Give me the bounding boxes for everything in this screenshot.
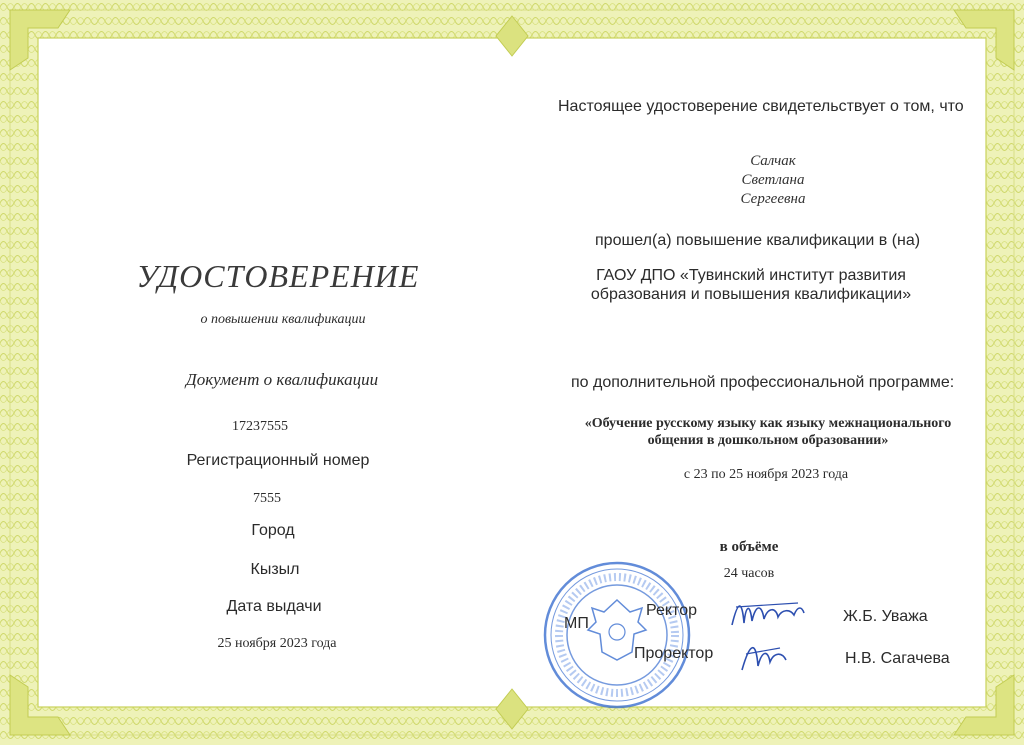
study-period: с 23 по 25 ноября 2023 года	[683, 467, 849, 482]
program-title-line2: общения в дошкольном образовании»	[647, 433, 889, 448]
volume-hours: 24 часов	[723, 566, 775, 581]
passed-text: прошел(а) повышение квалификации в (на)	[595, 232, 921, 249]
city-label: Город	[251, 522, 295, 539]
city-value: Кызыл	[250, 561, 300, 578]
registration-number: 7555	[253, 491, 281, 506]
prorector-label: Проректор	[634, 645, 714, 662]
volume-label: в объёме	[719, 539, 779, 555]
certificate-title: УДОСТОВЕРЕНИЕ	[136, 258, 420, 294]
certificate-subtitle: о повышении квалификации	[200, 312, 366, 327]
recipient-first-name: Светлана	[741, 172, 805, 188]
program-intro: по дополнительной профессиональной программе:	[571, 374, 955, 391]
certificate-intro: Настоящее удостоверение свидетельствует о том, что	[558, 98, 964, 115]
recipient-patronymic: Сергеевна	[740, 191, 806, 207]
rector-signature	[728, 595, 808, 635]
issue-date: 25 ноября 2023 года	[217, 636, 337, 651]
stamp-mark-label: МП	[564, 615, 589, 632]
rector-name: Ж.Б. Уважа	[843, 608, 928, 625]
corner-ornaments	[10, 10, 1014, 735]
institution-line1: ГАОУ ДПО «Тувинский институт развития	[596, 267, 906, 284]
prorector-signature	[736, 636, 796, 676]
recipient-surname: Салчак	[750, 153, 796, 169]
program-title-line1: «Обучение русскому языку как языку межнационального	[584, 416, 952, 431]
registration-label: Регистрационный номер	[186, 452, 370, 469]
document-number: 17237555	[232, 419, 288, 434]
rector-label: Ректор	[646, 602, 697, 619]
institution-line2: образования и повышения квалификации»	[590, 286, 912, 303]
prorector-name: Н.В. Сагачева	[845, 650, 950, 667]
document-type: Документ о квалификации	[185, 370, 379, 389]
official-stamp	[542, 560, 692, 710]
issue-date-label: Дата выдачи	[226, 598, 322, 615]
